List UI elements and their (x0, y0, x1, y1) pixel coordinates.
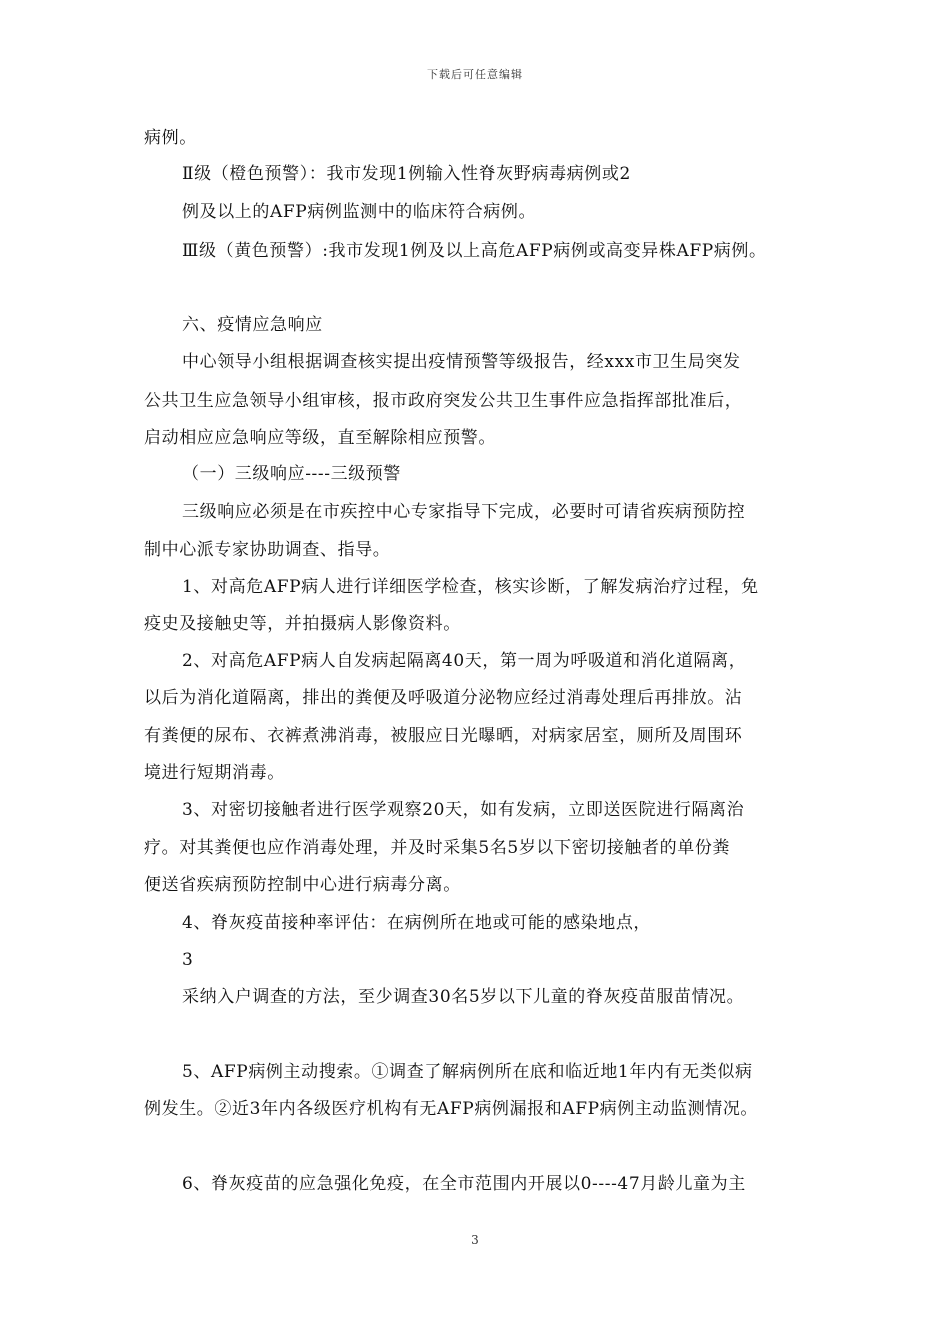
text-line: 疫史及接触史等，并拍摄病人影像资料。 (144, 614, 461, 634)
text-line: Ⅲ级（黄色预警）:我市发现1例及以上高危AFP病例或高变异株AFP病例。 (182, 241, 767, 261)
text-line: Ⅱ级（橙色预警）：我市发现1例输入性脊灰野病毒病例或2 (182, 164, 631, 184)
text-line: 公共卫生应急领导小组审核，报市政府突发公共卫生事件应急指挥部批准后， (144, 391, 743, 411)
inline-page-number: 3 (182, 950, 194, 970)
text-line: 1、对高危AFP病人进行详细医学检查，核实诊断，了解发病治疗过程，免 (182, 577, 759, 597)
page-number: 3 (471, 1233, 479, 1247)
text-line: 三级响应必须是在市疾控中心专家指导下完成，必要时可请省疾病预防控 (182, 502, 746, 522)
section-heading: 六、疫情应急响应 (182, 315, 323, 335)
text-line: 采纳入户调查的方法，至少调查30名5岁以下儿童的脊灰疫苗服苗情况。 (182, 987, 745, 1007)
text-line: 4、脊灰疫苗接种率评估：在病例所在地或可能的感染地点， (182, 913, 652, 933)
text-line: 启动相应应急响应等级，直至解除相应预警。 (144, 428, 496, 448)
text-line: 疗。对其粪便也应作消毒处理，并及时采集5名5岁以下密切接触者的单份粪 (144, 838, 731, 858)
page-header: 下载后可任意编辑 (427, 68, 523, 81)
text-line: 2、对高危AFP病人自发病起隔离40天，第一周为呼吸道和消化道隔离， (182, 651, 747, 671)
text-line: 例及以上的AFP病例监测中的临床符合病例。 (182, 202, 537, 222)
text-line: 病例。 (144, 128, 197, 148)
text-line: 中心领导小组根据调查核实提出疫情预警等级报告，经xxx市卫生局突发 (182, 352, 741, 372)
text-line: 3、对密切接触者进行医学观察20天，如有发病，立即送医院进行隔离治 (182, 800, 745, 820)
text-line: 制中心派专家协助调查、指导。 (144, 540, 391, 560)
text-line: 境进行短期消毒。 (144, 763, 285, 783)
text-line: 例发生。②近3年内各级医疗机构有无AFP病例漏报和AFP病例主动监测情况。 (144, 1099, 759, 1119)
text-line: 便送省疾病预防控制中心进行病毒分离。 (144, 875, 461, 895)
subsection-heading: （一）三级响应----三级预警 (182, 464, 401, 484)
text-line: 以后为消化道隔离，排出的粪便及呼吸道分泌物应经过消毒处理后再排放。沾 (144, 688, 743, 708)
text-line: 6、脊灰疫苗的应急强化免疫，在全市范围内开展以0----47月龄儿童为主 (182, 1174, 746, 1194)
text-line: 有粪便的尿布、衣裤煮沸消毒，被服应日光曝晒，对病家居室，厕所及周围环 (144, 726, 743, 746)
text-line: 5、AFP病例主动搜索。①调查了解病例所在底和临近地1年内有无类似病 (182, 1062, 753, 1082)
